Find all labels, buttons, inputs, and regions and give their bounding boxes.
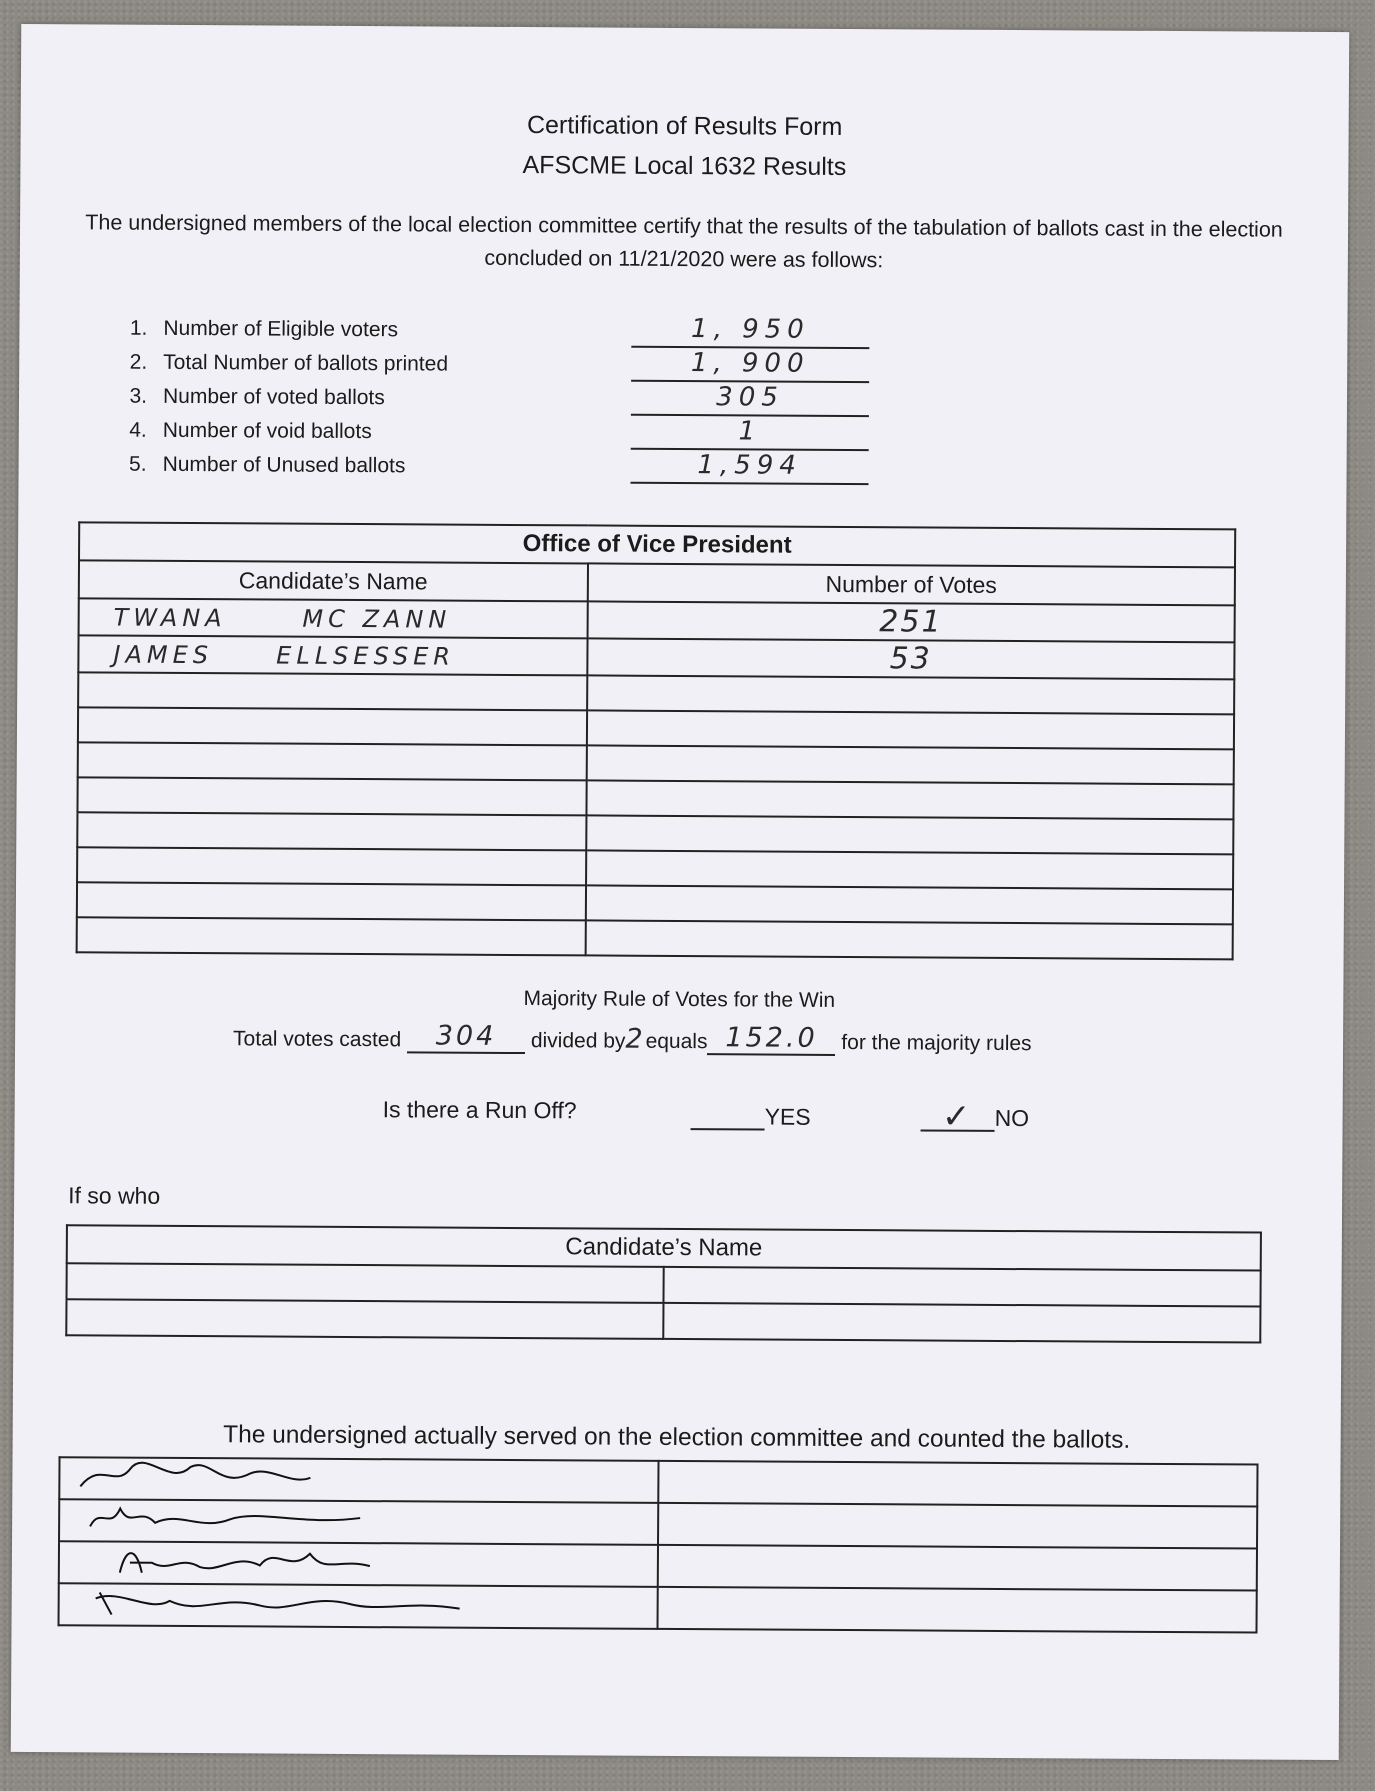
result-label: Number of voted ballots	[162, 384, 385, 410]
runoff-table	[65, 1224, 1262, 1343]
check-mark-icon: ✓	[921, 1103, 995, 1131]
runoff-question: Is there a Run Off?	[382, 1096, 577, 1124]
majority-value: 152.0	[707, 1022, 835, 1056]
signature-cell	[59, 1583, 658, 1629]
divided-by-label: divided by	[530, 1029, 626, 1053]
candidate-last-name: MC ZANN	[302, 604, 452, 634]
empty-cell	[77, 882, 586, 920]
empty-cell	[586, 745, 1234, 784]
intro-text: The undersigned members of the local election committee certify that the results of the tabulation of ballots cast in the election concluded on 11/21/2020 were as follows:	[85, 210, 1283, 273]
empty-cell	[663, 1267, 1260, 1307]
table-row	[59, 1541, 1257, 1590]
result-value: 1, 950	[690, 314, 810, 345]
majority-calculation	[233, 1019, 1032, 1057]
empty-cell	[658, 1545, 1257, 1591]
result-label: Total Number of ballots printed	[163, 350, 449, 376]
empty-cell	[586, 850, 1234, 889]
signature-3	[60, 1542, 400, 1578]
empty-cell	[77, 847, 586, 885]
empty-cell	[78, 707, 587, 745]
result-number: 5.	[129, 452, 147, 476]
answer-line	[630, 482, 868, 485]
result-value: 305	[716, 382, 784, 413]
if-so-who-label: If so who	[68, 1182, 161, 1209]
signature-cell	[59, 1457, 658, 1503]
result-number: 4.	[129, 418, 147, 442]
signature-cell	[59, 1541, 658, 1587]
candidate-first-name: TWANA	[113, 603, 227, 632]
column-header-candidate-name: Candidate’s Name	[79, 560, 588, 601]
empty-cell	[77, 917, 586, 955]
result-unused-ballots	[118, 450, 898, 492]
column-header-number-of-votes: Number of Votes	[587, 563, 1235, 605]
form-subtitle: AFSCME Local 1632 Results	[522, 151, 847, 182]
vice-president-table	[76, 521, 1237, 960]
form-header	[20, 102, 1348, 190]
result-value: 1	[738, 416, 762, 447]
majority-heading: Majority Rule of Votes for the Win	[523, 987, 836, 1012]
empty-cell	[663, 1303, 1260, 1343]
result-label: Number of Unused ballots	[162, 452, 406, 478]
empty-cell	[586, 780, 1234, 819]
no-label: NO	[994, 1104, 1030, 1132]
table-row	[59, 1457, 1257, 1506]
form-title: Certification of Results Form	[526, 111, 843, 141]
total-votes-value: 304	[407, 1020, 525, 1054]
table-row	[66, 1299, 1260, 1342]
result-number: 1.	[129, 316, 148, 340]
empty-cell	[77, 812, 586, 850]
result-label: Number of Eligible voters	[163, 316, 399, 342]
empty-cell	[78, 742, 587, 780]
empty-cell	[585, 885, 1233, 924]
empty-cell	[587, 710, 1235, 749]
signature-2	[60, 1500, 380, 1536]
empty-cell	[67, 1263, 664, 1303]
empty-cell	[657, 1587, 1256, 1633]
candidate-name-cell	[79, 598, 588, 638]
table-title: Office of Vice President	[79, 522, 1235, 567]
result-number: 3.	[129, 384, 148, 408]
majority-suffix: for the majority rules	[841, 1030, 1032, 1056]
runoff-no-option	[921, 1096, 1030, 1137]
column-header-candidate-name: Candidate’s Name	[67, 1225, 1261, 1270]
form-paper	[11, 24, 1350, 1760]
empty-cell	[586, 815, 1234, 854]
signature-cell	[59, 1499, 658, 1545]
candidate-name-cell	[78, 635, 587, 675]
candidate-first-name: JAMES	[113, 640, 214, 669]
runoff-yes-option	[691, 1102, 811, 1131]
signature-4	[60, 1584, 480, 1621]
candidate-votes: 53	[587, 638, 1235, 679]
results-list	[118, 314, 899, 492]
candidate-votes: 251	[587, 601, 1235, 642]
committee-statement: The undersigned actually served on the election committee and counted the ballots.	[223, 1421, 1131, 1454]
yes-label: YES	[764, 1103, 811, 1130]
divisor-value: 2	[625, 1023, 646, 1055]
signature-table	[58, 1456, 1259, 1633]
yes-blank	[691, 1102, 765, 1130]
empty-cell	[585, 920, 1233, 959]
empty-cell	[658, 1503, 1257, 1549]
table-row	[77, 917, 1233, 959]
empty-cell	[77, 777, 586, 815]
result-label: Number of void ballots	[162, 418, 372, 444]
empty-cell	[587, 675, 1235, 714]
result-value: 1,594	[697, 450, 802, 481]
result-value: 1, 900	[690, 348, 810, 379]
empty-cell	[658, 1461, 1257, 1507]
table-row	[59, 1499, 1257, 1548]
equals-label: equals	[645, 1029, 708, 1054]
result-number: 2.	[129, 350, 148, 374]
signature-1	[60, 1458, 360, 1494]
empty-cell	[78, 672, 587, 710]
table-row	[59, 1583, 1257, 1632]
total-votes-label: Total votes casted	[233, 1027, 402, 1052]
empty-cell	[66, 1299, 663, 1339]
candidate-last-name: ELLSESSER	[276, 641, 456, 671]
